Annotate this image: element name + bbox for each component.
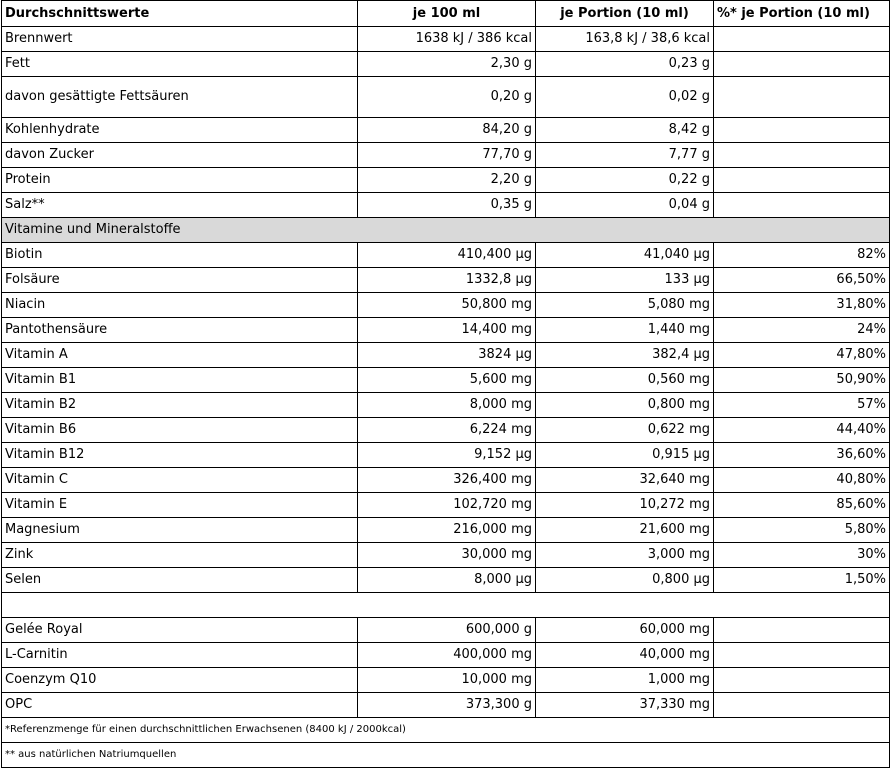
value-per-100ml: 1332,8 µg	[358, 268, 536, 293]
value-per-100ml: 77,70 g	[358, 143, 536, 168]
value-per-portion: 0,622 mg	[536, 418, 714, 443]
nutrition-table	[1, 0, 890, 768]
nutrient-name: Zink	[2, 543, 358, 568]
nutrient-name: Selen	[2, 568, 358, 593]
nutrient-name: Coenzym Q10	[2, 668, 358, 693]
value-per-portion: 32,640 mg	[536, 468, 714, 493]
nutrient-name: Gelée Royal	[2, 618, 358, 643]
percent-reference: 47,80%	[714, 343, 890, 368]
value-per-100ml: 8,000 mg	[358, 393, 536, 418]
table-row	[2, 568, 890, 593]
table-row	[2, 418, 890, 443]
blank-cell	[2, 593, 890, 618]
percent-reference: 40,80%	[714, 468, 890, 493]
table-row	[2, 468, 890, 493]
value-per-100ml: 216,000 mg	[358, 518, 536, 543]
value-per-100ml: 400,000 mg	[358, 643, 536, 668]
value-per-portion: 163,8 kJ / 38,6 kcal	[536, 27, 714, 52]
nutrient-name: Vitamin B6	[2, 418, 358, 443]
nutrient-name: davon gesättigte Fettsäuren	[2, 77, 358, 118]
percent-reference	[714, 77, 890, 118]
nutrient-name: Vitamin B2	[2, 393, 358, 418]
table-row	[2, 27, 890, 52]
nutrient-name: Vitamin A	[2, 343, 358, 368]
percent-reference: 82%	[714, 243, 890, 268]
value-per-portion: 21,600 mg	[536, 518, 714, 543]
value-per-portion: 1,000 mg	[536, 668, 714, 693]
value-per-100ml: 10,000 mg	[358, 668, 536, 693]
table-row	[2, 118, 890, 143]
percent-reference	[714, 27, 890, 52]
percent-reference	[714, 668, 890, 693]
percent-reference	[714, 618, 890, 643]
percent-reference: 57%	[714, 393, 890, 418]
value-per-portion: 60,000 mg	[536, 618, 714, 643]
value-per-portion: 37,330 mg	[536, 693, 714, 718]
table-row	[2, 493, 890, 518]
value-per-portion: 7,77 g	[536, 143, 714, 168]
value-per-100ml: 1638 kJ / 386 kcal	[358, 27, 536, 52]
value-per-portion: 0,22 g	[536, 168, 714, 193]
nutrient-name: Kohlenhydrate	[2, 118, 358, 143]
table-row	[2, 668, 890, 693]
value-per-portion: 8,42 g	[536, 118, 714, 143]
value-per-100ml: 0,20 g	[358, 77, 536, 118]
table-row	[2, 243, 890, 268]
nutrient-name: Brennwert	[2, 27, 358, 52]
footnote-sodium: ** aus natürlichen Natriumquellen	[2, 743, 890, 768]
table-row	[2, 293, 890, 318]
footnote-reference: *Referenzmenge für einen durchschnittlichen Erwachsenen (8400 kJ / 2000kcal)	[2, 718, 890, 743]
percent-reference: 1,50%	[714, 568, 890, 593]
value-per-100ml: 84,20 g	[358, 118, 536, 143]
header-average-values: Durchschnittswerte	[2, 1, 358, 27]
value-per-portion: 3,000 mg	[536, 543, 714, 568]
value-per-portion: 382,4 µg	[536, 343, 714, 368]
value-per-100ml: 373,300 g	[358, 693, 536, 718]
table-row	[2, 643, 890, 668]
table-row	[2, 618, 890, 643]
value-per-100ml: 8,000 µg	[358, 568, 536, 593]
value-per-portion: 0,800 µg	[536, 568, 714, 593]
value-per-100ml: 102,720 mg	[358, 493, 536, 518]
blank-row	[2, 593, 890, 618]
value-per-100ml: 9,152 µg	[358, 443, 536, 468]
nutrient-name: Biotin	[2, 243, 358, 268]
percent-reference: 66,50%	[714, 268, 890, 293]
percent-reference: 30%	[714, 543, 890, 568]
nutrient-name: davon Zucker	[2, 143, 358, 168]
value-per-portion: 0,02 g	[536, 77, 714, 118]
value-per-100ml: 50,800 mg	[358, 293, 536, 318]
table-row	[2, 693, 890, 718]
value-per-portion: 0,560 mg	[536, 368, 714, 393]
percent-reference	[714, 52, 890, 77]
value-per-portion: 0,23 g	[536, 52, 714, 77]
value-per-portion: 1,440 mg	[536, 318, 714, 343]
percent-reference: 5,80%	[714, 518, 890, 543]
nutrient-name: Salz**	[2, 193, 358, 218]
value-per-portion: 133 µg	[536, 268, 714, 293]
nutrient-name: Vitamin E	[2, 493, 358, 518]
percent-reference	[714, 118, 890, 143]
header-per-portion: je Portion (10 ml)	[536, 1, 714, 27]
footnote-row	[2, 743, 890, 768]
percent-reference	[714, 143, 890, 168]
nutrient-name: Pantothensäure	[2, 318, 358, 343]
value-per-portion: 0,04 g	[536, 193, 714, 218]
table-row	[2, 168, 890, 193]
nutrient-name: Niacin	[2, 293, 358, 318]
table-row	[2, 368, 890, 393]
percent-reference	[714, 193, 890, 218]
table-row	[2, 193, 890, 218]
percent-reference: 24%	[714, 318, 890, 343]
value-per-100ml: 14,400 mg	[358, 318, 536, 343]
header-percent-per-portion: %* je Portion (10 ml)	[714, 1, 890, 27]
percent-reference: 50,90%	[714, 368, 890, 393]
nutrient-name: Folsäure	[2, 268, 358, 293]
section-row	[2, 218, 890, 243]
nutrient-name: OPC	[2, 693, 358, 718]
table-row	[2, 343, 890, 368]
value-per-100ml: 6,224 mg	[358, 418, 536, 443]
value-per-100ml: 5,600 mg	[358, 368, 536, 393]
percent-reference	[714, 168, 890, 193]
nutrient-name: L-Carnitin	[2, 643, 358, 668]
table-row	[2, 518, 890, 543]
value-per-portion: 10,272 mg	[536, 493, 714, 518]
percent-reference	[714, 643, 890, 668]
nutrient-name: Magnesium	[2, 518, 358, 543]
table-row	[2, 143, 890, 168]
percent-reference: 44,40%	[714, 418, 890, 443]
value-per-100ml: 0,35 g	[358, 193, 536, 218]
value-per-100ml: 3824 µg	[358, 343, 536, 368]
table-row	[2, 543, 890, 568]
value-per-100ml: 2,30 g	[358, 52, 536, 77]
value-per-portion: 40,000 mg	[536, 643, 714, 668]
table-row	[2, 318, 890, 343]
table-row	[2, 393, 890, 418]
footnote-row	[2, 718, 890, 743]
value-per-100ml: 326,400 mg	[358, 468, 536, 493]
value-per-100ml: 2,20 g	[358, 168, 536, 193]
table-header-row	[2, 1, 890, 27]
nutrient-name: Fett	[2, 52, 358, 77]
table-row	[2, 268, 890, 293]
value-per-portion: 0,800 mg	[536, 393, 714, 418]
value-per-portion: 41,040 µg	[536, 243, 714, 268]
percent-reference: 36,60%	[714, 443, 890, 468]
table-row	[2, 77, 890, 118]
header-per-100ml: je 100 ml	[358, 1, 536, 27]
nutrient-name: Vitamin B1	[2, 368, 358, 393]
percent-reference: 31,80%	[714, 293, 890, 318]
value-per-portion: 5,080 mg	[536, 293, 714, 318]
value-per-100ml: 410,400 µg	[358, 243, 536, 268]
table-row	[2, 52, 890, 77]
section-title: Vitamine und Mineralstoffe	[2, 218, 890, 243]
value-per-portion: 0,915 µg	[536, 443, 714, 468]
nutrient-name: Protein	[2, 168, 358, 193]
value-per-100ml: 600,000 g	[358, 618, 536, 643]
table-row	[2, 443, 890, 468]
nutrient-name: Vitamin C	[2, 468, 358, 493]
nutrient-name: Vitamin B12	[2, 443, 358, 468]
percent-reference	[714, 693, 890, 718]
value-per-100ml: 30,000 mg	[358, 543, 536, 568]
percent-reference: 85,60%	[714, 493, 890, 518]
